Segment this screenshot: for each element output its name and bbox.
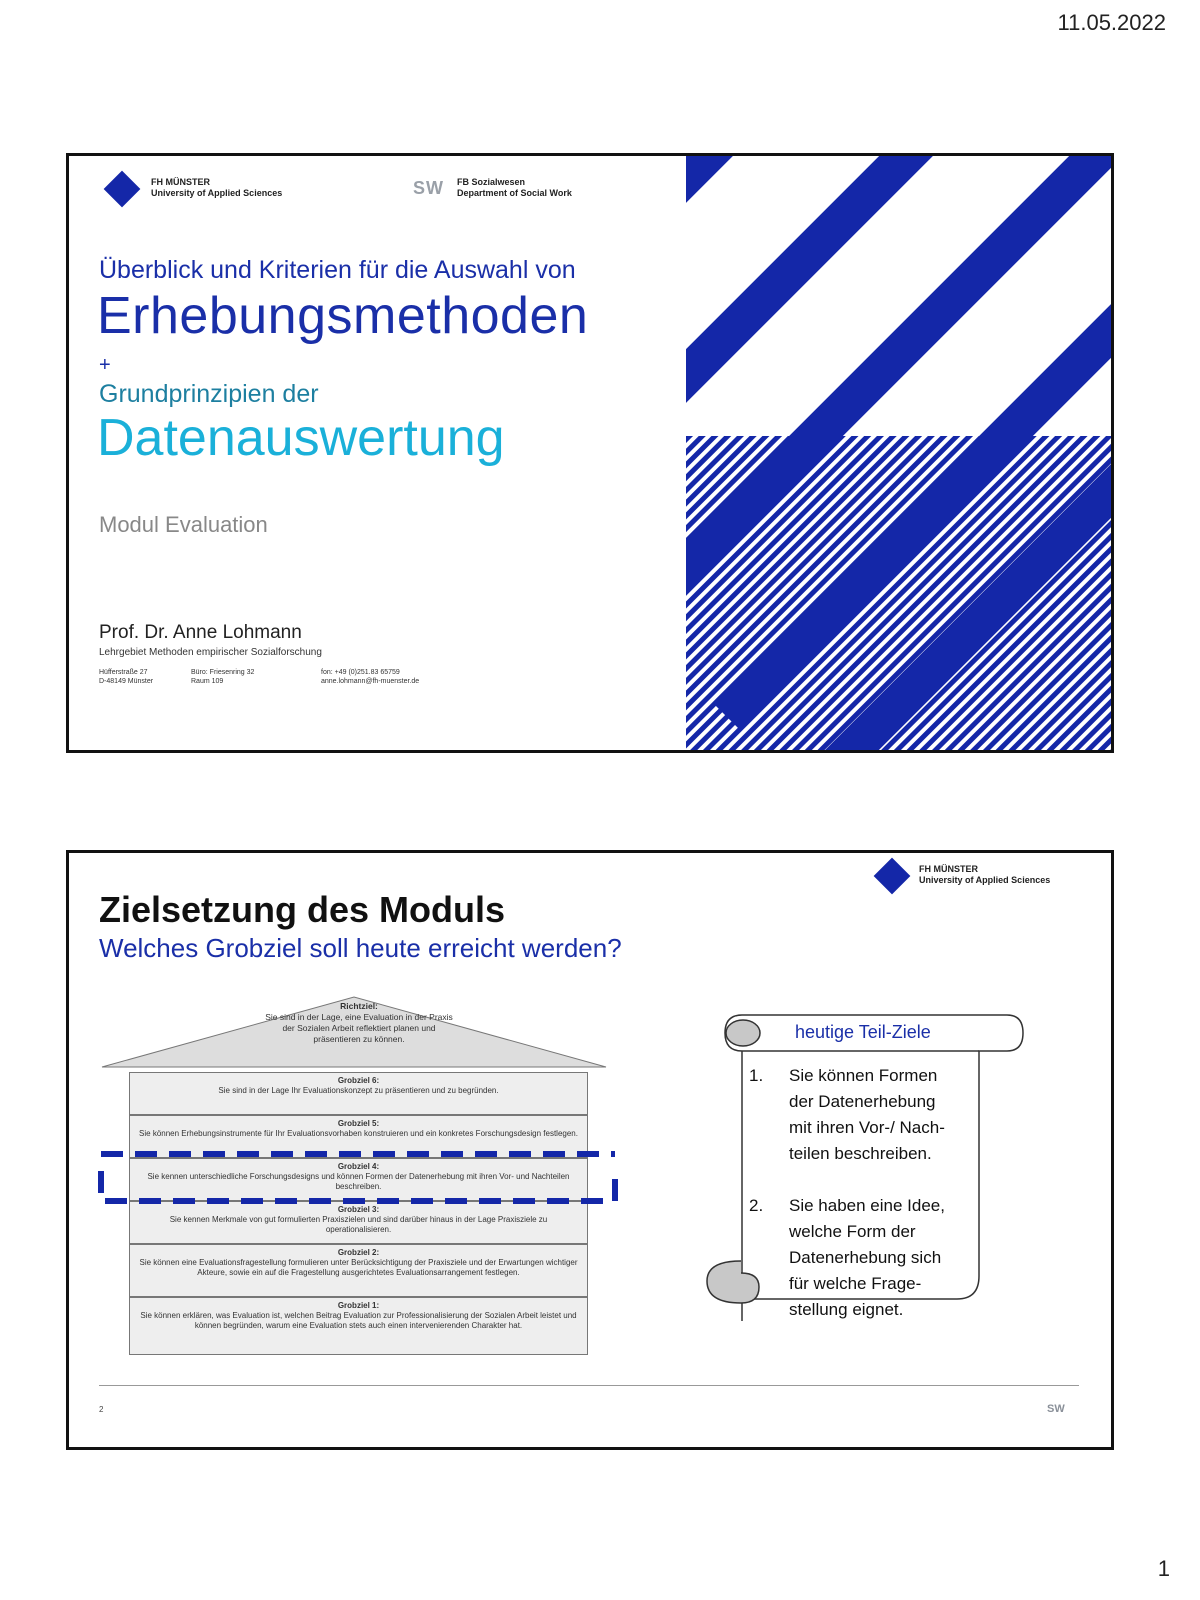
pre-title: Überblick und Kriterien für die Auswahl von [99, 256, 576, 284]
goals-slide [66, 850, 1114, 1450]
address-column: Hüfferstraße 27 D-48149 Münster [99, 669, 154, 685]
grobziel-6: Grobziel 6: Sie sind in der Lage Ihr Evaluationskonzept zu präsentieren und zu begründen. [129, 1072, 588, 1115]
scroll-title: heutige Teil-Ziele [795, 1022, 931, 1042]
grobziel-2: Grobziel 2: Sie können eine Evaluationsfragestellung formulieren unter Berücksichtigung der Praxisziele und der Erwartungen wichtiger Akteure, sowie ein auf die Fragestellung ausgerichtetes Evaluationsarrangement festlegen. [129, 1244, 588, 1297]
stripes-decoration [686, 156, 1114, 750]
contact-column: fon: +49 (0)251.83 65759 anne.lohmann@fh-muenster.de [321, 669, 420, 685]
fh-logo-text: FH MÜNSTER University of Applied Sciences [151, 177, 283, 198]
module-name: Modul Evaluation [99, 512, 268, 537]
sw-logo: SW [413, 178, 444, 198]
sub-title: Grundprinzipien der [99, 380, 319, 408]
fh-logo-text: FH MÜNSTER University of Applied Sciences [919, 864, 1051, 885]
grobziel-3: Grobziel 3: Sie kennen Merkmale von gut formulierten Praxiszielen und sind darüber hinaus in der Lage Praxisziele zu operationalisieren. [129, 1201, 588, 1244]
highlight-frame [95, 1149, 621, 1207]
roof-richtziel: Richtziel: Sie sind in der Lage, eine Evaluation in der Praxis der Sozialen Arbeit reflektiert planen und präsentieren zu können. [265, 1001, 453, 1044]
sub-goal-1: 1. Sie können Formen der Datenerhebung mit ihren Vor-/ Nach- teilen beschreiben. [749, 1066, 945, 1163]
sw-footer-logo: SW [1047, 1403, 1065, 1415]
grobziel-5: Grobziel 5: Sie können Erhebungsinstrumente für Ihr Evaluationsvorhaben konstruieren und ein konkretes Forschungsdesign festlegen. [129, 1115, 588, 1158]
slide-subtitle: Welches Grobziel soll heute erreicht werden? [99, 933, 622, 963]
fh-logo-icon [104, 171, 141, 208]
second-title: Datenauswertung [97, 409, 505, 467]
footer-divider [99, 1385, 1079, 1386]
department-logo-text: FB Sozialwesen Department of Social Work [457, 177, 572, 198]
page-number: 1 [1157, 1556, 1170, 1581]
slide-title: Zielsetzung des Moduls [99, 889, 506, 930]
office-column: Büro: Friesenring 32 Raum 109 [191, 669, 255, 685]
title-slide [66, 153, 1114, 753]
grobziel-1: Grobziel 1: Sie können erklären, was Evaluation ist, welchen Beitrag Evaluation zur Professionalisierung der Sozialen Arbeit leistet und können begründen, warum eine Evaluation stets auch einen intervenierenden Charakter hat. [129, 1297, 588, 1355]
sub-goal-2: 2. Sie haben eine Idee, welche Form der Datenerhebung sich für welche Frage- stellung eignet. [749, 1196, 945, 1319]
fh-logo-icon [874, 858, 911, 895]
lehrgebiet: Lehrgebiet Methoden empirischer Sozialforschung [99, 647, 322, 658]
plus-sign: + [99, 354, 111, 376]
grobziel-4: Grobziel 4: Sie kennen unterschiedliche Forschungsdesigns und können Formen der Datenerhebung mit ihren Vor- und Nachteilen beschreiben. [129, 1158, 588, 1201]
author-name: Prof. Dr. Anne Lohmann [99, 622, 302, 643]
main-title: Erhebungsmethoden [97, 287, 589, 345]
slide-number: 2 [99, 1405, 104, 1414]
page-date: 11.05.2022 [1057, 10, 1166, 35]
